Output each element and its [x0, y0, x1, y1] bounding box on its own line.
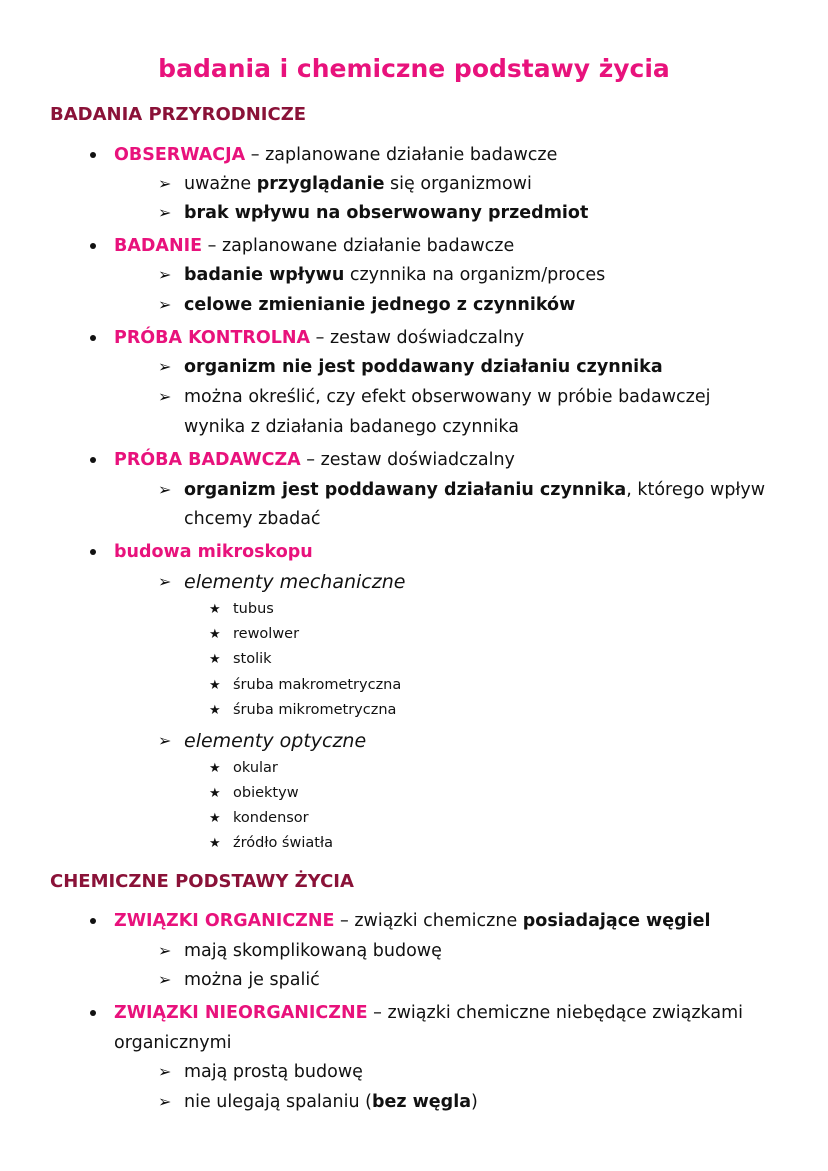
term-badanie: BADANIE [114, 236, 203, 256]
term-zwiazki-organiczne: ZWIĄZKI ORGANICZNE [114, 911, 335, 931]
star-item: ★ okular [233, 757, 278, 779]
term-proba-badawcza: PRÓBA BADAWCZA [114, 450, 301, 470]
sub-item [184, 479, 765, 501]
term-obserwacja: OBSERWACJA [114, 145, 246, 165]
definition-continuation: organicznymi [114, 1033, 232, 1053]
text: uważne [184, 174, 257, 194]
sub-item-continuation: chcemy zbadać [184, 509, 321, 529]
bold-text: organizm jest poddawany działaniu czynnika [184, 480, 627, 500]
definition-text: – zaplanowane działanie badawcze [245, 145, 558, 165]
sub-item: ➢ celowe zmienianie jednego z czynników [184, 294, 575, 316]
sub-item: ➢ mają prostą budowę [184, 1061, 363, 1083]
bold-text: bez węgla [371, 1092, 472, 1112]
definition-text: – związki chemiczne niebędące związkami [367, 1003, 743, 1023]
sub-item: ➢ mają skomplikowaną budowę [184, 940, 442, 962]
definition-text: – zaplanowane działanie badawcze [202, 236, 515, 256]
star-item: ★ śruba makrometryczna [233, 674, 401, 696]
sub-item: ➢ można je spalić [184, 969, 320, 991]
sub-item: ➢ brak wpływu na obserwowany przedmiot [184, 202, 588, 224]
bold-text: posiadające węgiel [522, 911, 711, 931]
list-item-zwiazki-nieorganiczne [114, 1002, 743, 1024]
text: nie ulegają spalaniu ( [184, 1092, 372, 1112]
sub-item [184, 173, 532, 195]
star-item: ★ źródło światła [233, 832, 333, 854]
text: się organizmowi [384, 174, 532, 194]
sub-item: ➢ można określić, czy efekt obserwowany w próbie badawczej [184, 386, 710, 408]
bold-text: przyglądanie [256, 174, 385, 194]
star-item: ★ obiektyw [233, 782, 299, 804]
definition-text: – zestaw doświadczalny [310, 328, 525, 348]
bold-text: badanie wpływu [184, 265, 345, 285]
text: czynnika na organizm/proces [344, 265, 606, 285]
term-proba-kontrolna: PRÓBA KONTROLNA [114, 328, 311, 348]
star-item: ★ rewolwer [233, 623, 299, 645]
section-heading-badania: BADANIA PRZYRODNICZE [50, 104, 307, 125]
sub-item [184, 264, 605, 286]
term-zwiazki-nieorganiczne: ZWIĄZKI NIEORGANICZNE [114, 1003, 368, 1023]
star-item: ★ śruba mikrometryczna [233, 699, 396, 721]
sub-heading-optyczne: ➢ elementy optyczne [184, 730, 366, 752]
sub-item [184, 1091, 478, 1113]
sub-item: ➢ organizm nie jest poddawany działaniu czynnika [184, 356, 663, 378]
list-item-budowa-mikroskopu [114, 541, 313, 563]
definition-text: – związki chemiczne [334, 911, 523, 931]
page-title: badania i chemiczne podstawy życia [158, 54, 670, 83]
star-item: ★ stolik [233, 648, 272, 670]
star-item: ★ kondensor [233, 807, 309, 829]
definition-text: – zestaw doświadczalny [300, 450, 515, 470]
sub-item-continuation: wynika z działania badanego czynnika [184, 417, 519, 437]
list-item-badanie [114, 235, 514, 257]
list-item-zwiazki-organiczne [114, 910, 710, 932]
list-item-obserwacja [114, 144, 557, 166]
list-item-proba-kontrolna [114, 327, 524, 349]
list-item-proba-badawcza [114, 449, 515, 471]
star-item: ★ tubus [233, 598, 274, 620]
section-heading-chemiczne: CHEMICZNE PODSTAWY ŻYCIA [50, 871, 354, 892]
text: ) [471, 1092, 478, 1112]
term-budowa-mikroskopu: budowa mikroskopu [114, 542, 313, 562]
sub-heading-mechaniczne: ➢ elementy mechaniczne [184, 571, 405, 593]
text: , którego wpływ [626, 480, 766, 500]
